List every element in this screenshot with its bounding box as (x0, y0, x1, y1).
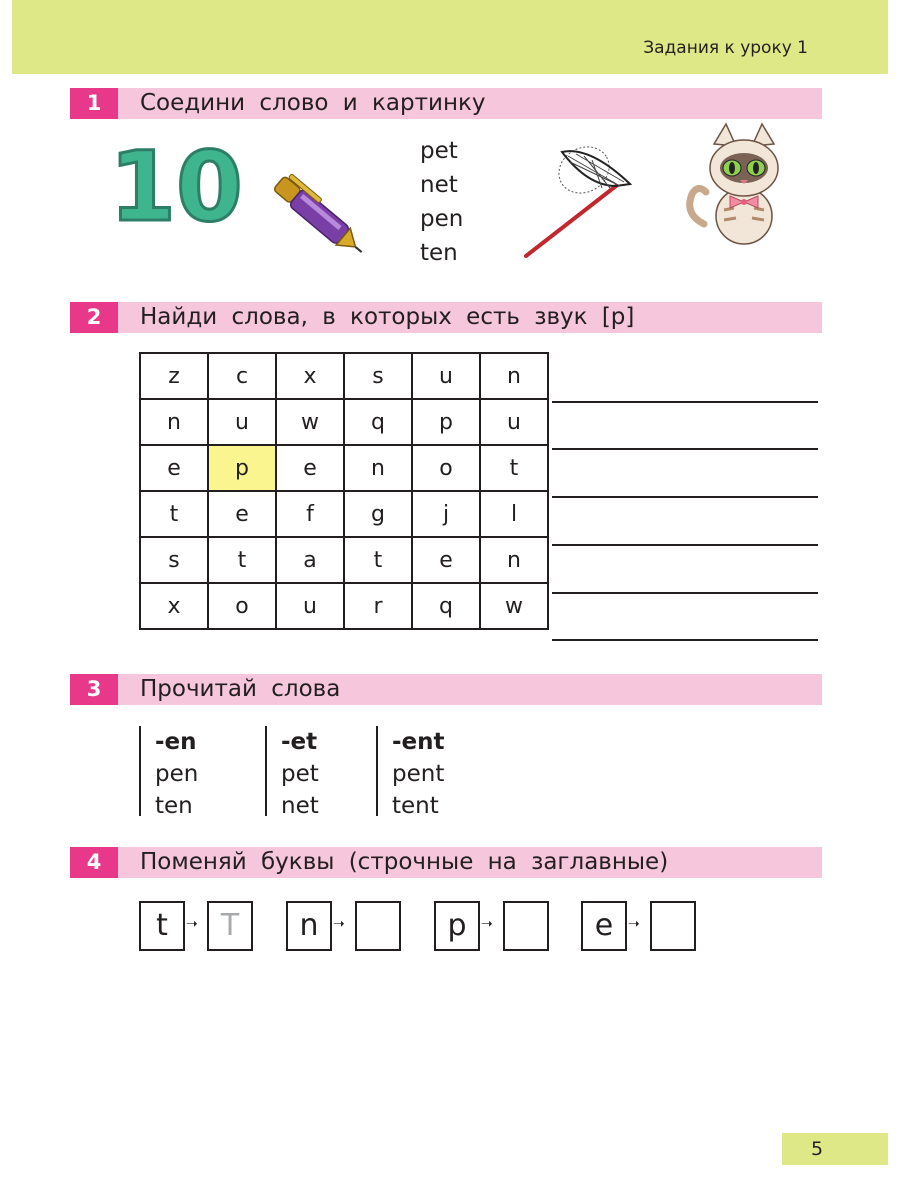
answer-line[interactable] (552, 592, 818, 594)
page-header-title: Задания к уроку 1 (643, 38, 808, 58)
grid-cell[interactable]: f (276, 491, 344, 537)
header-bar (12, 0, 888, 74)
word-item[interactable]: pet (420, 138, 458, 164)
grid-row (140, 537, 548, 583)
column-heading: -et (281, 729, 318, 755)
section-4-number: 4 (70, 847, 118, 878)
grid-cell[interactable]: e (208, 491, 276, 537)
grid-cell[interactable]: t (480, 445, 548, 491)
grid-cell[interactable]: u (276, 583, 344, 629)
net-icon (520, 146, 644, 262)
grid-cell[interactable]: o (208, 583, 276, 629)
grid-cell-highlighted[interactable]: p (208, 445, 276, 491)
uppercase-answer-box[interactable] (650, 901, 696, 951)
grid-cell[interactable]: x (276, 353, 344, 399)
answer-line[interactable] (552, 639, 818, 641)
section-3-title: Прочитай слова (140, 676, 341, 702)
column-heading: -ent (392, 729, 445, 755)
grid-cell[interactable]: r (344, 583, 412, 629)
answer-line[interactable] (552, 544, 818, 546)
grid-cell[interactable]: n (480, 537, 548, 583)
answer-line[interactable] (552, 401, 818, 403)
grid-row (140, 353, 548, 399)
arrow-right-icon: ➝ (333, 916, 345, 932)
column-word: tent (392, 793, 439, 819)
grid-cell[interactable]: u (412, 353, 480, 399)
grid-cell[interactable]: z (140, 353, 208, 399)
grid-cell[interactable]: t (140, 491, 208, 537)
number-ten-text: 10 (109, 131, 243, 243)
grid-cell[interactable]: s (140, 537, 208, 583)
grid-cell[interactable]: n (140, 399, 208, 445)
letter-grid (139, 352, 549, 630)
arrow-right-icon: ➝ (186, 916, 198, 932)
word-item[interactable]: net (420, 172, 458, 198)
column-word: pen (155, 761, 199, 787)
cat-icon (680, 124, 800, 248)
grid-cell[interactable]: o (412, 445, 480, 491)
grid-row (140, 491, 548, 537)
section-4-title: Поменяй буквы (строчные на заглавные) (140, 849, 669, 875)
lowercase-letter-box: e (581, 901, 627, 951)
answer-line[interactable] (552, 448, 818, 450)
answer-line[interactable] (552, 496, 818, 498)
grid-cell[interactable]: n (480, 353, 548, 399)
grid-cell[interactable]: u (480, 399, 548, 445)
grid-cell[interactable]: g (344, 491, 412, 537)
grid-row (140, 445, 548, 491)
lowercase-letter-box: n (286, 901, 332, 951)
grid-row (140, 399, 548, 445)
lowercase-letter-box: p (434, 901, 480, 951)
lowercase-letter-box: t (139, 901, 185, 951)
section-1-bar (70, 88, 822, 119)
grid-cell[interactable]: p (412, 399, 480, 445)
grid-cell[interactable]: u (208, 399, 276, 445)
grid-cell[interactable]: q (344, 399, 412, 445)
section-1-number: 1 (70, 88, 118, 119)
task1-word-list (420, 134, 463, 270)
uppercase-answer-box[interactable] (355, 901, 401, 951)
page-number-bar (782, 1133, 888, 1165)
section-1-title: Соедини слово и картинку (140, 90, 486, 116)
grid-cell[interactable]: x (140, 583, 208, 629)
arrow-right-icon: ➝ (481, 916, 493, 932)
grid-cell[interactable]: t (208, 537, 276, 583)
grid-row (140, 583, 548, 629)
section-2-number: 2 (70, 302, 118, 333)
grid-cell[interactable]: q (412, 583, 480, 629)
grid-cell[interactable]: c (208, 353, 276, 399)
section-3-number: 3 (70, 674, 118, 705)
grid-cell[interactable]: e (276, 445, 344, 491)
grid-cell[interactable]: a (276, 537, 344, 583)
word-item[interactable]: pen (420, 206, 464, 232)
uppercase-answer-box[interactable] (503, 901, 549, 951)
word-column-en (139, 726, 199, 819)
grid-cell[interactable]: e (140, 445, 208, 491)
grid-cell[interactable]: j (412, 491, 480, 537)
arrow-right-icon: ➝ (628, 916, 640, 932)
column-word: pent (392, 761, 445, 787)
uppercase-answer-box[interactable]: T (207, 901, 253, 951)
column-word: pet (281, 761, 319, 787)
section-2-bar (70, 302, 822, 333)
section-4-bar (70, 847, 822, 878)
grid-cell[interactable]: e (412, 537, 480, 583)
column-word: ten (155, 793, 193, 819)
word-item[interactable]: ten (420, 240, 458, 266)
grid-cell[interactable]: w (480, 583, 548, 629)
number-ten-image (109, 131, 243, 243)
section-2-title: Найди слова, в которых есть звук [p] (140, 304, 635, 330)
word-column-et (265, 726, 319, 819)
page-number: 5 (810, 1138, 824, 1160)
grid-cell[interactable]: w (276, 399, 344, 445)
grid-cell[interactable]: l (480, 491, 548, 537)
section-3-bar (70, 674, 822, 705)
column-word: net (281, 793, 319, 819)
grid-cell[interactable]: t (344, 537, 412, 583)
grid-cell[interactable]: s (344, 353, 412, 399)
pen-icon (262, 165, 380, 271)
column-heading: -en (155, 729, 197, 755)
word-column-ent (376, 726, 445, 819)
grid-cell[interactable]: n (344, 445, 412, 491)
